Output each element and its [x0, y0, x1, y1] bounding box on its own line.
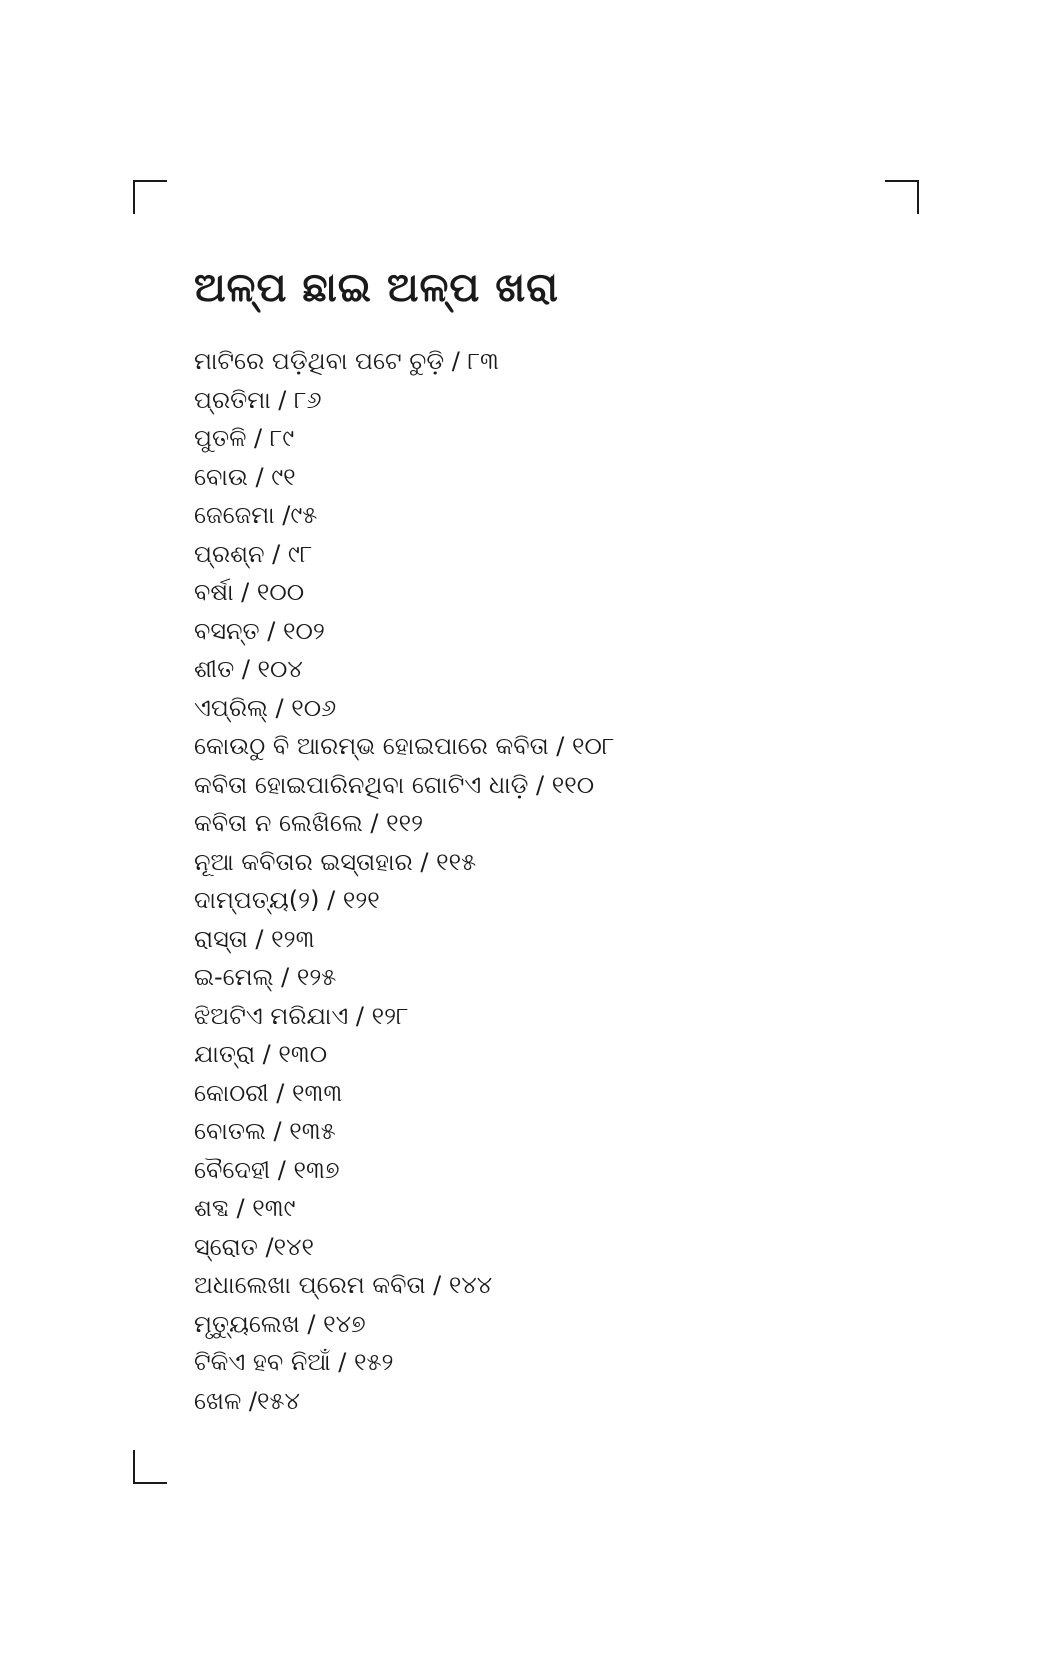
toc-entry: ରାସ୍ତା / ୧୨୩ [194, 924, 315, 953]
toc-entry: ବର୍ଷା / ୧୦୦ [194, 578, 305, 606]
toc-entry: ବୋଉ / ୯୧ [194, 462, 296, 491]
toc-entry: ଇ-ମେଲ୍ / ୧୨୫ [194, 963, 337, 991]
toc-entry: ସ୍ରୋତ /୧୪୧ [194, 1232, 314, 1261]
crop-mark-top-right [885, 180, 919, 214]
toc-entry: ଶୀତ / ୧୦୪ [194, 655, 303, 683]
toc-entry: କବିତା ନ ଲେଖିଲେ / ୧୧୨ [194, 809, 424, 837]
toc-entry: ଝିଅଟିଏ ମରିଯାଏ / ୧୨୮ [194, 1001, 409, 1030]
toc-entry: କୋଠରୀ / ୧୩୩ [194, 1078, 343, 1107]
toc-entry: କୋଉଠୁ ବି ଆରମ୍ଭ ହୋଇପାରେ କବିତା / ୧୦୮ [194, 732, 615, 760]
toc-entry: ଟିକିଏ ହବ ନିଆଁ / ୧୫୨ [194, 1348, 394, 1376]
toc-entry: ଏପ୍ରିଲ୍ / ୧୦୬ [194, 693, 337, 722]
toc-entry: ଯାତ୍ରା / ୧୩୦ [194, 1040, 328, 1068]
toc-entry: ଅଧାଲେଖା ପ୍ରେମ କବିତା / ୧୪୪ [194, 1271, 493, 1299]
toc-entry: ପୁତଳି / ୮୯ [194, 424, 295, 452]
section-title: ଅଳ୍ପ ଛାଇ ଅଳ୍ପ ଖରା [194, 265, 559, 311]
toc-entry: ବୋତଲ / ୧୩୫ [194, 1117, 336, 1145]
toc-entry: ନୂଆ କବିତାର ଇସ୍ତାହାର / ୧୧୫ [194, 847, 477, 876]
toc-entry: ଖେଳ /୧୫୪ [194, 1386, 300, 1415]
crop-mark-top-left [133, 180, 167, 214]
table-of-contents [194, 342, 614, 1420]
toc-entry: ମାଟିରେ ପଡ଼ିଥିବା ପଟେ ଚୁଡ଼ି / ୮୩ [194, 347, 499, 375]
crop-mark-bottom-left [133, 1450, 167, 1484]
toc-entry: କବିତା ହୋଇପାରିନଥିବା ଗୋଟିଏ ଧାଡ଼ି / ୧୧୦ [194, 770, 595, 799]
toc-entry: ବୈଦେହୀ / ୧୩୭ [194, 1155, 340, 1184]
toc-entry: ପ୍ରଶ୍ନ / ୯୮ [194, 539, 313, 568]
toc-entry: ବସନ୍ତ / ୧୦୨ [194, 616, 325, 645]
toc-entry: ଦାମ୍ପତ୍ୟ(୨) / ୧୨୧ [194, 886, 380, 914]
toc-entry: ପ୍ରତିମା / ୮୬ [194, 385, 322, 414]
toc-entry: ମୃତ୍ୟୁଲେଖ / ୧୪୭ [194, 1309, 366, 1338]
toc-entry: ଜେଜେମା /୯୫ [194, 501, 318, 529]
toc-entry: ଶବ୍ଦ / ୧୩୯ [194, 1194, 296, 1222]
